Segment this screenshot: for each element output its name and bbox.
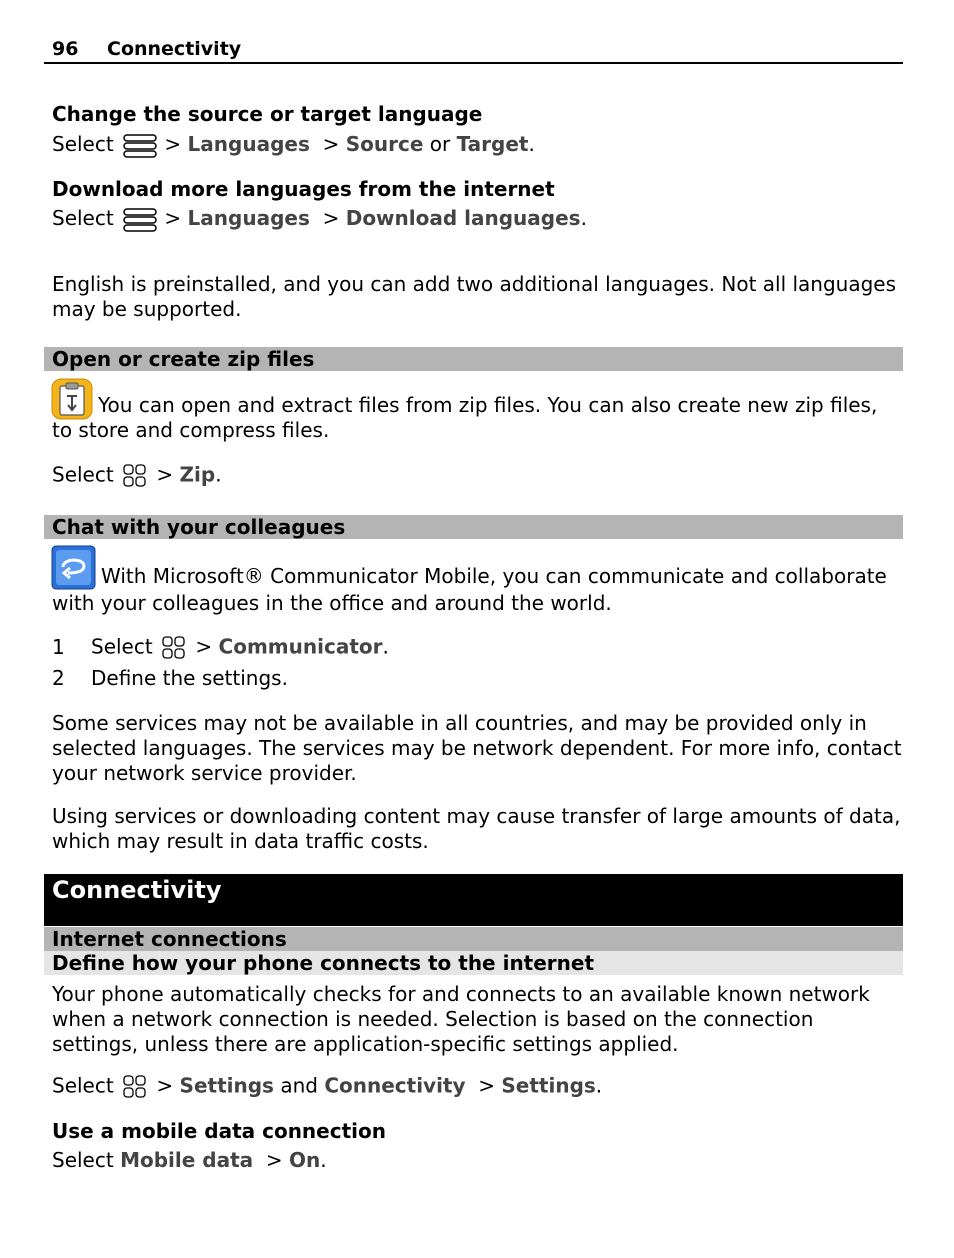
connectivity-link[interactable]: Connectivity [324, 1073, 466, 1098]
define-connection-bar [44, 951, 903, 975]
select-word: Select [52, 132, 114, 156]
source-target-instruction [52, 132, 535, 159]
step-text: Define the settings. [91, 666, 288, 690]
select-word: Select [91, 634, 153, 659]
period: . [595, 1073, 603, 1098]
chat-section-bar [44, 515, 903, 539]
internet-connections-bar [44, 927, 903, 951]
data-costs-note: Using services or downloading content may cause transfer of large amounts of data, which may result in data traffic costs. [52, 804, 901, 853]
apps-grid-icon [159, 634, 189, 662]
sep: > [156, 1073, 174, 1098]
period: . [320, 1148, 327, 1172]
mobile-data-heading: Use a mobile data connection [52, 1119, 386, 1143]
zip-body: You can open and extract files from zip files. You can also create new zip files, to store and compress files. [52, 393, 878, 442]
chat-body-line1: With Microsoft® Communicator Mobile, you can communicate and collaborate [101, 564, 887, 588]
sep: > [322, 132, 340, 156]
sep: > [265, 1148, 283, 1172]
services-note: Some services may not be available in all countries, and may be provided only in selected languages. The services may be network dependent. For more info, contact your network service provider. [52, 711, 902, 785]
zip-section-title: Open or create zip files [52, 347, 315, 371]
target-link[interactable]: Target [456, 132, 529, 156]
define-connection-title: Define how your phone connects to the internet [52, 951, 595, 975]
select-word: Select [52, 206, 114, 230]
source-target-heading: Change the source or target language [52, 102, 483, 126]
chat-body-line2: with your colleagues in the office and around the world. [52, 591, 612, 615]
internet-connections-title: Internet connections [52, 927, 287, 951]
languages-link[interactable]: Languages [187, 206, 310, 230]
header-section: Connectivity [107, 38, 242, 60]
source-link[interactable]: Source [345, 132, 424, 156]
menu-icon [120, 133, 158, 159]
and-word: and [280, 1073, 318, 1098]
languages-note: English is preinstalled, and you can add two additional languages. Not all languages may be supported. [52, 272, 897, 321]
sep: > [322, 206, 340, 230]
connectivity-body: Your phone automatically checks for and connects to an available known network when a network connection is needed. Selection is based on the connection settings, unless there are application-specific settings applied. [52, 982, 870, 1056]
period: . [528, 132, 535, 156]
download-languages-instruction [52, 206, 587, 233]
period: . [580, 206, 587, 230]
settings-sub-link[interactable]: Settings [501, 1073, 596, 1098]
sep: > [478, 1073, 496, 1098]
step-number: 1 [52, 634, 65, 659]
select-word: Select [52, 462, 114, 487]
sep: > [156, 462, 174, 487]
apps-grid-icon [120, 1073, 150, 1101]
select-word: Select [52, 1148, 114, 1172]
download-languages-link[interactable]: Download languages [345, 206, 581, 230]
connectivity-instruction [52, 1073, 602, 1101]
menu-icon [120, 207, 158, 233]
page-number: 96 [52, 38, 79, 60]
step-number: 2 [52, 666, 65, 690]
communicator-app-icon [51, 545, 96, 590]
zip-instruction [52, 462, 222, 490]
or-word: or [429, 132, 451, 156]
sep: > [195, 634, 213, 659]
languages-link[interactable]: Languages [187, 132, 310, 156]
sep: > [164, 132, 182, 156]
page-header [52, 38, 241, 60]
mobile-data-link[interactable]: Mobile data [120, 1148, 254, 1172]
apps-grid-icon [120, 462, 150, 490]
chat-step-2 [52, 666, 288, 690]
select-word: Select [52, 1073, 114, 1098]
settings-link[interactable]: Settings [179, 1073, 274, 1098]
download-languages-heading: Download more languages from the internet [52, 177, 555, 201]
period: . [382, 634, 389, 659]
communicator-link[interactable]: Communicator [218, 634, 383, 659]
zip-section-bar [44, 347, 903, 371]
mobile-data-instruction [52, 1148, 327, 1172]
chat-section-title: Chat with your colleagues [52, 515, 346, 539]
connectivity-chapter-title: Connectivity [52, 876, 222, 904]
chat-step-1 [52, 634, 389, 662]
header-rule [44, 62, 903, 64]
sep: > [164, 206, 182, 230]
zip-link[interactable]: Zip [179, 462, 216, 487]
connectivity-chapter-bar [44, 874, 903, 926]
on-link[interactable]: On [288, 1148, 321, 1172]
period: . [215, 462, 222, 487]
